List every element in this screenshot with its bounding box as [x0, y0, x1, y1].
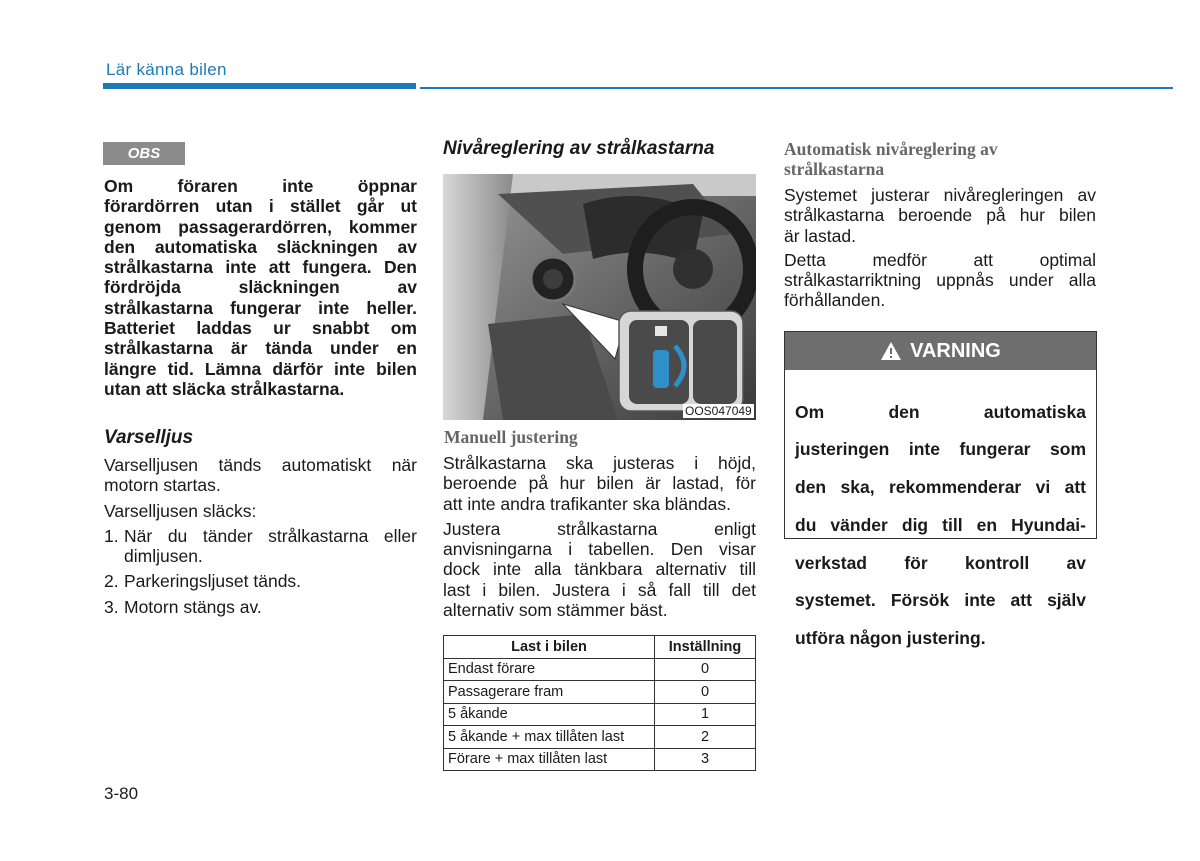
varselljus-heading: Varselljus: [104, 427, 194, 448]
table-cell: 0: [655, 658, 756, 681]
obs-line: strålkastarna är tända under en: [104, 338, 417, 359]
table-cell: Förare + max tillåten last: [444, 748, 655, 771]
heading-line: Automatisk nivåreglering av: [784, 139, 998, 159]
paragraph-line: beroende på hur bilen är lastad, för: [443, 473, 756, 494]
section-title: Lär känna bilen: [106, 60, 227, 79]
warning-line: verkstad för kontroll av: [795, 552, 1086, 573]
obs-line: förardörren utan i stället går ut: [104, 196, 417, 217]
table-cell: 3: [655, 748, 756, 771]
dashboard-photo: [443, 174, 756, 420]
paragraph-line: last i bilen. Justera i så fall till det: [443, 579, 756, 600]
column-header: Inställning: [655, 636, 756, 659]
list-text: När du tänder strålkastarna eller: [124, 525, 417, 546]
paragraph-line: strålkastarna beroende på hur bilen: [784, 205, 1096, 226]
obs-badge: OBS: [103, 142, 185, 165]
warning-text: [795, 384, 1086, 666]
obs-line: genom passagerardörren, kommer: [104, 216, 417, 237]
paragraph-line: motorn startas.: [104, 475, 221, 496]
page-number: 3-80: [104, 784, 139, 803]
paragraph-line: Justera strålkastarna enligt: [443, 518, 756, 539]
automatisk-heading: [784, 139, 998, 179]
nivareglering-heading: Nivåreglering av strålkastarna: [443, 138, 715, 159]
paragraph-line: Varselljusen tänds automatiskt när: [104, 455, 417, 475]
obs-line: den automatiska släckningen av: [104, 236, 417, 257]
warning-title: VARNING: [910, 339, 1001, 362]
manuell-body: [443, 453, 756, 620]
list-item: [104, 571, 417, 591]
table-cell: 5 åkande: [444, 703, 655, 726]
table-row: [444, 748, 756, 771]
column-header: Last i bilen: [444, 636, 655, 659]
obs-line: strålkastarna fungerar inte heller.: [104, 297, 417, 318]
paragraph-line: anvisningarna i tabellen. Den visar: [443, 539, 756, 560]
obs-line: utan att släcka strålkastarna.: [104, 378, 345, 399]
table-cell: 0: [655, 681, 756, 704]
paragraph-line: Systemet justerar nivåregleringen av: [784, 185, 1096, 205]
table-row: [444, 658, 756, 681]
warning-line: utföra någon justering.: [795, 628, 986, 649]
paragraph-line: strålkastarriktning uppnås under alla: [784, 270, 1096, 291]
paragraph-line: Detta medför att optimal: [784, 249, 1096, 270]
paragraph-line: Varselljusen släcks:: [104, 500, 257, 521]
list-number: 3.: [104, 596, 119, 617]
paragraph-line: Strålkastarna ska justeras i höjd,: [443, 453, 756, 473]
list-item: [104, 526, 417, 567]
headlight-leveling-switch-illustration: [443, 174, 756, 420]
warning-line: du vänder dig till en Hyundai-: [795, 514, 1086, 535]
table-cell: Endast förare: [444, 658, 655, 681]
heading-line: strålkastarna: [784, 159, 885, 179]
warning-line: justeringen inte fungerar som: [795, 439, 1086, 460]
obs-line: längre tid. Lämna därför inte bilen: [104, 358, 417, 379]
manuell-justering-heading: Manuell justering: [444, 427, 578, 447]
list-item: [104, 597, 417, 617]
table-row: [444, 681, 756, 704]
warning-line: Om den automatiska: [795, 401, 1086, 422]
obs-line: Om föraren inte öppnar: [104, 176, 417, 196]
obs-line: Batteriet laddas ur snabbt om: [104, 318, 417, 339]
paragraph-line: förhållanden.: [784, 290, 886, 311]
obs-line: fördröjda släckningen av: [104, 277, 417, 298]
image-caption: OOS047049: [685, 404, 752, 418]
warning-box: [784, 331, 1097, 649]
warning-header: [785, 332, 1096, 370]
paragraph-line: att inte andra trafikanter ska bländas.: [443, 493, 731, 514]
list-text: Motorn stängs av.: [124, 596, 262, 617]
obs-line: strålkastarna inte att fungera. Den: [104, 257, 417, 278]
table-cell: 5 åkande + max tillåten last: [444, 726, 655, 749]
automatisk-body: [784, 185, 1096, 311]
table-row: [444, 726, 756, 749]
table-cell: Passagerare fram: [444, 681, 655, 704]
header-rule-thin: [420, 87, 1173, 89]
table-cell: 2: [655, 726, 756, 749]
list-text: dimljusen.: [124, 546, 203, 567]
list-text: Parkeringsljuset tänds.: [124, 571, 302, 592]
table-header-row: [444, 636, 756, 659]
warning-triangle-icon: [880, 341, 902, 361]
list-number: 2.: [104, 571, 119, 592]
warning-line: systemet. Försök inte att själv: [795, 590, 1086, 611]
list-number: 1.: [104, 525, 119, 546]
table-cell: 1: [655, 703, 756, 726]
paragraph-line: alternativ som stämmer bäst.: [443, 600, 668, 621]
varselljus-body: [104, 455, 417, 617]
paragraph-line: dock inte alla tänkbara alternativ till: [443, 559, 756, 580]
obs-note: [104, 176, 417, 399]
warning-line: den ska, rekommenderar vi att: [795, 477, 1086, 498]
table-row: [444, 703, 756, 726]
paragraph-line: är lastad.: [784, 225, 856, 246]
header-rule-thick: [103, 83, 416, 89]
load-setting-table: [443, 635, 756, 771]
